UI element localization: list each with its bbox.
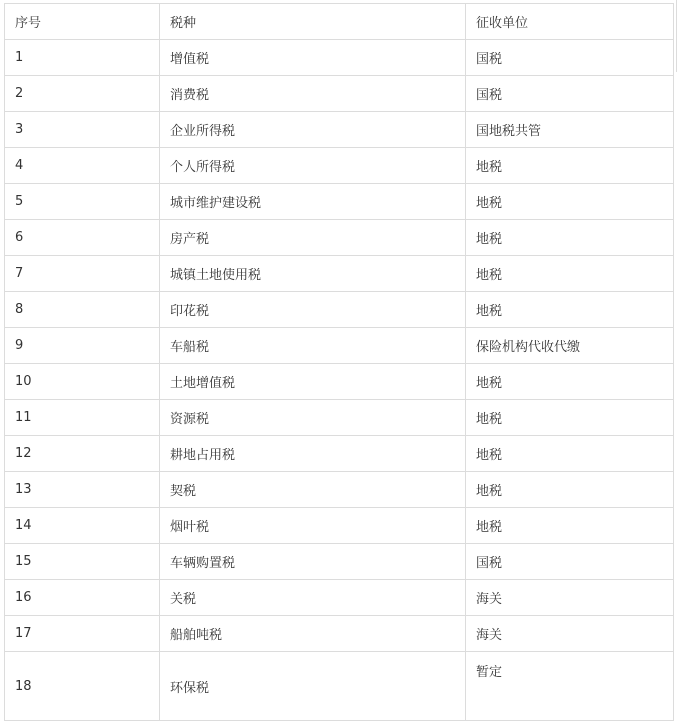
cell-collecting-unit: 地税 <box>466 292 674 328</box>
table-row <box>5 328 674 364</box>
cell-collecting-unit: 地税 <box>466 508 674 544</box>
cell-tax-type: 车船税 <box>160 328 466 364</box>
cell-tax-type: 环保税 <box>160 652 466 721</box>
table-row <box>5 148 674 184</box>
cell-collecting-unit: 国税 <box>466 76 674 112</box>
cell-tax-type: 耕地占用税 <box>160 436 466 472</box>
tax-table <box>4 3 674 721</box>
cell-index: 2 <box>5 76 160 112</box>
table-row <box>5 364 674 400</box>
cell-index: 12 <box>5 436 160 472</box>
table-row <box>5 544 674 580</box>
table-row <box>5 256 674 292</box>
table-row <box>5 76 674 112</box>
cell-index: 1 <box>5 40 160 76</box>
cell-tax-type: 契税 <box>160 472 466 508</box>
cell-index: 17 <box>5 616 160 652</box>
cell-collecting-unit: 海关 <box>466 580 674 616</box>
cell-index: 8 <box>5 292 160 328</box>
table-row <box>5 220 674 256</box>
table-body <box>5 40 674 721</box>
cell-collecting-unit: 海关 <box>466 616 674 652</box>
cell-tax-type: 城镇土地使用税 <box>160 256 466 292</box>
cell-tax-type: 城市维护建设税 <box>160 184 466 220</box>
cell-collecting-unit: 保险机构代收代缴 <box>466 328 674 364</box>
cell-collecting-unit: 地税 <box>466 220 674 256</box>
cell-index: 9 <box>5 328 160 364</box>
table-row <box>5 184 674 220</box>
header-collecting-unit: 征收单位 <box>466 4 674 40</box>
cell-collecting-unit: 地税 <box>466 184 674 220</box>
cell-index: 4 <box>5 148 160 184</box>
cell-collecting-unit: 暂定 <box>466 652 674 721</box>
table-row <box>5 508 674 544</box>
table-row <box>5 616 674 652</box>
table-row <box>5 292 674 328</box>
cell-index: 13 <box>5 472 160 508</box>
cell-tax-type: 船舶吨税 <box>160 616 466 652</box>
table-row <box>5 40 674 76</box>
cell-index: 15 <box>5 544 160 580</box>
cell-index: 11 <box>5 400 160 436</box>
cell-collecting-unit: 国税 <box>466 544 674 580</box>
cell-tax-type: 土地增值税 <box>160 364 466 400</box>
table-row <box>5 472 674 508</box>
cell-tax-type: 消费税 <box>160 76 466 112</box>
cell-tax-type: 车辆购置税 <box>160 544 466 580</box>
cell-index: 16 <box>5 580 160 616</box>
table-header-row <box>5 4 674 40</box>
table-row <box>5 436 674 472</box>
cell-index: 6 <box>5 220 160 256</box>
cell-index: 10 <box>5 364 160 400</box>
cell-tax-type: 房产税 <box>160 220 466 256</box>
cell-collecting-unit: 国地税共管 <box>466 112 674 148</box>
header-tax-type: 税种 <box>160 4 466 40</box>
header-index: 序号 <box>5 4 160 40</box>
cell-collecting-unit: 国税 <box>466 40 674 76</box>
cell-tax-type: 资源税 <box>160 400 466 436</box>
cell-index: 5 <box>5 184 160 220</box>
cell-tax-type: 企业所得税 <box>160 112 466 148</box>
cell-index: 14 <box>5 508 160 544</box>
table-row <box>5 400 674 436</box>
right-edge-divider <box>676 0 677 72</box>
cell-tax-type: 增值税 <box>160 40 466 76</box>
cell-collecting-unit: 地税 <box>466 472 674 508</box>
cell-tax-type: 印花税 <box>160 292 466 328</box>
cell-collecting-unit: 地税 <box>466 256 674 292</box>
cell-collecting-unit: 地税 <box>466 364 674 400</box>
table-row <box>5 652 674 721</box>
table-row <box>5 580 674 616</box>
cell-tax-type: 个人所得税 <box>160 148 466 184</box>
cell-collecting-unit: 地税 <box>466 436 674 472</box>
cell-index: 3 <box>5 112 160 148</box>
cell-tax-type: 烟叶税 <box>160 508 466 544</box>
cell-collecting-unit: 地税 <box>466 400 674 436</box>
cell-index: 18 <box>5 652 160 721</box>
cell-collecting-unit: 地税 <box>466 148 674 184</box>
cell-tax-type: 关税 <box>160 580 466 616</box>
cell-index: 7 <box>5 256 160 292</box>
table-row <box>5 112 674 148</box>
